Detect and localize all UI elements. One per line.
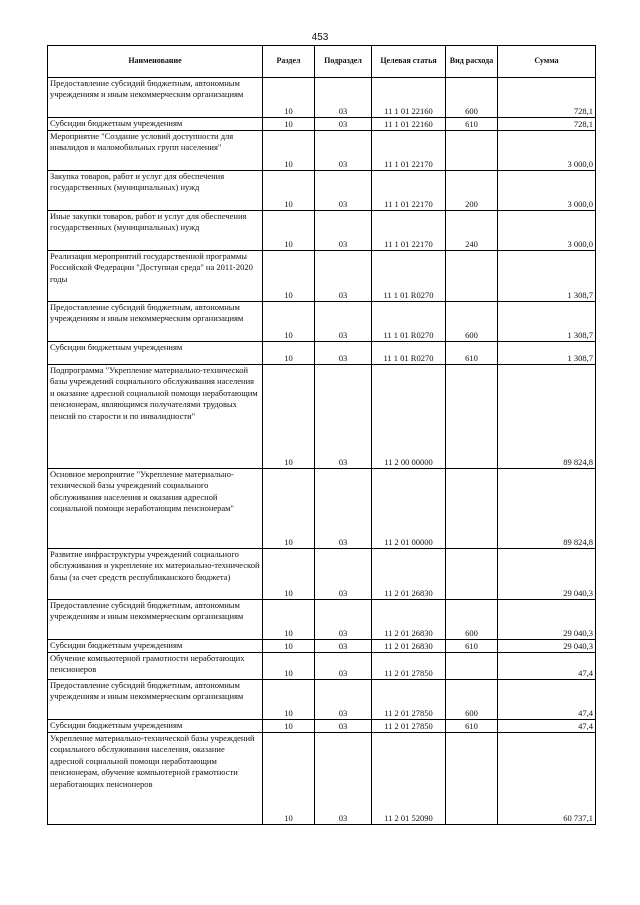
row-name: Предоставление субсидий бюджетным, автономным учреждениям и иным некоммерческим организациям (48, 680, 263, 720)
row-subsection: 03 (315, 131, 372, 171)
row-section: 10 (263, 680, 315, 720)
row-name: Предоставление субсидий бюджетным, автономным учреждениям и иным некоммерческим организациям (48, 78, 263, 118)
row-name: Обучение компьютерной грамотности неработающих пенсионеров (48, 653, 263, 680)
row-section: 10 (263, 342, 315, 365)
row-section: 10 (263, 131, 315, 171)
row-type (446, 469, 498, 549)
row-type: 610 (446, 342, 498, 365)
row-section: 10 (263, 302, 315, 342)
row-name: Субсидии бюджетным учреждениям (48, 640, 263, 653)
row-amount: 47,4 (498, 680, 596, 720)
row-name: Предоставление субсидий бюджетным, автономным учреждениям и иным некоммерческим организациям (48, 600, 263, 640)
table-row (48, 171, 596, 211)
row-name: Мероприятие "Создание условий доступности для инвалидов и маломобильных групп населения" (48, 131, 263, 171)
row-subsection: 03 (315, 365, 372, 469)
row-amount: 728,1 (498, 78, 596, 118)
row-article: 11 1 01 22170 (372, 211, 446, 251)
row-section: 10 (263, 211, 315, 251)
row-name: Субсидии бюджетным учреждениям (48, 342, 263, 365)
table-row (48, 653, 596, 680)
row-type: 610 (446, 118, 498, 131)
row-amount: 1 308,7 (498, 302, 596, 342)
row-name: Субсидии бюджетным учреждениям (48, 720, 263, 733)
table-row (48, 78, 596, 118)
table-row (48, 549, 596, 600)
row-article: 11 1 01 22160 (372, 118, 446, 131)
row-name: Основное мероприятие "Укрепление материально-технической базы учреждений социального обслуживания населения и оказания адресной социальной помощи неработающим пенсионерам" (48, 469, 263, 549)
row-type (446, 131, 498, 171)
row-subsection: 03 (315, 211, 372, 251)
row-subsection: 03 (315, 720, 372, 733)
row-subsection: 03 (315, 640, 372, 653)
row-type: 200 (446, 171, 498, 211)
row-section: 10 (263, 118, 315, 131)
table-row (48, 118, 596, 131)
table-row (48, 211, 596, 251)
row-name: Развитие инфраструктуры учреждений социального обслуживания и укрепление их материально-технической базы (за счет средств республиканского бюджета) (48, 549, 263, 600)
row-subsection: 03 (315, 680, 372, 720)
row-section: 10 (263, 653, 315, 680)
row-type: 600 (446, 600, 498, 640)
row-amount: 60 737,1 (498, 733, 596, 825)
row-type (446, 733, 498, 825)
row-article: 11 2 01 27850 (372, 653, 446, 680)
row-subsection: 03 (315, 118, 372, 131)
row-article: 11 2 01 00000 (372, 469, 446, 549)
row-amount: 728,1 (498, 118, 596, 131)
row-article: 11 1 01 R0270 (372, 251, 446, 302)
row-type (446, 653, 498, 680)
row-subsection: 03 (315, 469, 372, 549)
row-name: Укрепление материально-технической базы учреждений социального обслуживания населения, оказание адресной социальной помощи неработающим пенсионерам, обучение компьютерной грамотности неработающих пенсионеров (48, 733, 263, 825)
row-subsection: 03 (315, 302, 372, 342)
header-amount: Сумма (498, 46, 596, 78)
row-subsection: 03 (315, 549, 372, 600)
row-subsection: 03 (315, 653, 372, 680)
row-amount: 3 000,0 (498, 131, 596, 171)
table-row (48, 680, 596, 720)
row-section: 10 (263, 733, 315, 825)
page-number: 453 (311, 32, 329, 43)
row-type: 600 (446, 78, 498, 118)
row-article: 11 1 01 R0270 (372, 302, 446, 342)
row-section: 10 (263, 251, 315, 302)
row-subsection: 03 (315, 600, 372, 640)
row-subsection: 03 (315, 251, 372, 302)
row-article: 11 2 00 00000 (372, 365, 446, 469)
row-section: 10 (263, 365, 315, 469)
row-name: Закупка товаров, работ и услуг для обеспечения государственных (муниципальных) нужд (48, 171, 263, 211)
row-section: 10 (263, 78, 315, 118)
row-article: 11 1 01 22170 (372, 171, 446, 211)
row-subsection: 03 (315, 342, 372, 365)
row-type (446, 549, 498, 600)
row-section: 10 (263, 549, 315, 600)
row-amount: 47,4 (498, 653, 596, 680)
table-row (48, 600, 596, 640)
row-article: 11 2 01 26830 (372, 600, 446, 640)
row-article: 11 1 01 22160 (372, 78, 446, 118)
row-article: 11 2 01 27850 (372, 680, 446, 720)
table-header-row (48, 46, 596, 78)
row-section: 10 (263, 171, 315, 211)
row-article: 11 2 01 26830 (372, 640, 446, 653)
row-name: Подпрограмма "Укрепление материально-технической базы учреждений социального обслуживания населения и оказание адресной социальной помощи неработающим пенсионерам, являющимся получателями трудовых пенсий по старости и по инвалидности" (48, 365, 263, 469)
row-article: 11 1 01 22170 (372, 131, 446, 171)
row-subsection: 03 (315, 171, 372, 211)
budget-table (47, 45, 596, 825)
row-type: 610 (446, 640, 498, 653)
row-name: Реализация мероприятий государственной программы Российской Федерации "Доступная среда" на 2011-2020 годы (48, 251, 263, 302)
header-expense-type: Вид расхода (446, 46, 498, 78)
row-amount: 89 824,8 (498, 469, 596, 549)
row-article: 11 2 01 52090 (372, 733, 446, 825)
row-name: Предоставление субсидий бюджетным, автономным учреждениям и иным некоммерческим организациям (48, 302, 263, 342)
header-subsection: Подраздел (315, 46, 372, 78)
header-section: Раздел (263, 46, 315, 78)
table-row (48, 733, 596, 825)
row-article: 11 2 01 27850 (372, 720, 446, 733)
row-type: 610 (446, 720, 498, 733)
table-row (48, 342, 596, 365)
row-amount: 1 308,7 (498, 251, 596, 302)
row-section: 10 (263, 720, 315, 733)
row-type: 240 (446, 211, 498, 251)
row-article: 11 2 01 26830 (372, 549, 446, 600)
row-amount: 29 040,3 (498, 640, 596, 653)
table-row (48, 302, 596, 342)
table-row (48, 640, 596, 653)
header-target-article: Целевая статья (372, 46, 446, 78)
row-amount: 47,4 (498, 720, 596, 733)
row-amount: 3 000,0 (498, 171, 596, 211)
table-row (48, 365, 596, 469)
row-section: 10 (263, 600, 315, 640)
row-subsection: 03 (315, 78, 372, 118)
row-name: Иные закупки товаров, работ и услуг для обеспечения государственных (муниципальных) нужд (48, 211, 263, 251)
table-row (48, 469, 596, 549)
row-section: 10 (263, 469, 315, 549)
row-amount: 29 040,3 (498, 549, 596, 600)
row-section: 10 (263, 640, 315, 653)
row-amount: 29 040,3 (498, 600, 596, 640)
header-name: Наименование (48, 46, 263, 78)
row-subsection: 03 (315, 733, 372, 825)
table-row (48, 251, 596, 302)
row-article: 11 1 01 R0270 (372, 342, 446, 365)
row-type (446, 365, 498, 469)
row-amount: 1 308,7 (498, 342, 596, 365)
row-amount: 89 824,8 (498, 365, 596, 469)
table-row (48, 131, 596, 171)
row-amount: 3 000,0 (498, 211, 596, 251)
row-type (446, 251, 498, 302)
table-row (48, 720, 596, 733)
row-type: 600 (446, 680, 498, 720)
row-type: 600 (446, 302, 498, 342)
row-name: Субсидии бюджетным учреждениям (48, 118, 263, 131)
